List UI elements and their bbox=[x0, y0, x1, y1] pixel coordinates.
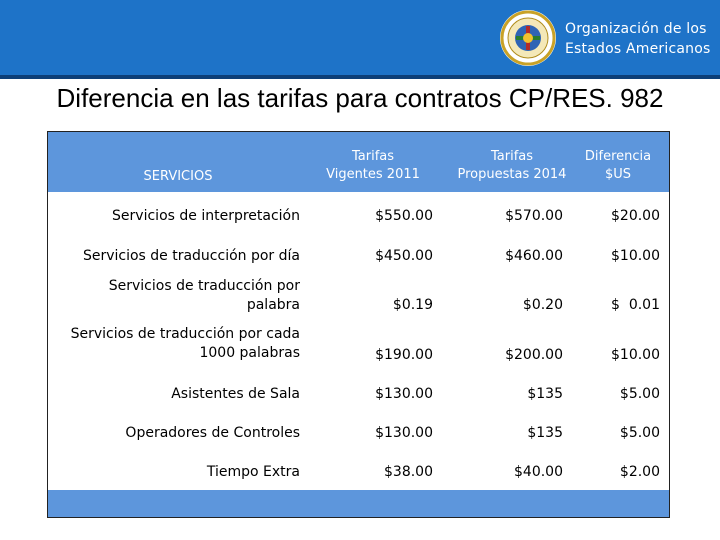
col-header-vigentes bbox=[303, 148, 443, 184]
org-name-line-1: Organización de los bbox=[565, 21, 707, 37]
org-name-line-2: Estados Americanos bbox=[565, 41, 711, 57]
tarifa-propuesta: $135 bbox=[527, 425, 563, 441]
tarifa-vigente: $190.00 bbox=[375, 347, 433, 363]
service-label bbox=[8, 325, 300, 363]
org-name bbox=[565, 19, 711, 59]
diferencia-value: $2.00 bbox=[619, 464, 660, 480]
service-label bbox=[8, 277, 300, 315]
tarifa-propuesta: $135 bbox=[527, 386, 563, 402]
service-label bbox=[8, 207, 300, 226]
diferencia-value: $ 0.01 bbox=[611, 297, 660, 313]
diferencia-value: $20.00 bbox=[611, 208, 660, 224]
diferencia-value: $5.00 bbox=[619, 386, 660, 402]
header-bar bbox=[0, 0, 720, 75]
col-header-servicios: SERVICIOS bbox=[143, 169, 213, 184]
service-label-line: Servicios de traducción por bbox=[108, 278, 300, 294]
service-label bbox=[8, 247, 300, 266]
service-label bbox=[8, 424, 300, 443]
service-label-line: palabra bbox=[246, 297, 300, 313]
service-label-line: Operadores de Controles bbox=[125, 425, 300, 441]
oas-seal-logo bbox=[500, 10, 556, 66]
diferencia-value: $10.00 bbox=[611, 248, 660, 264]
col-header-vigentes-line-1: Tarifas bbox=[351, 149, 395, 164]
tarifa-vigente: $130.00 bbox=[375, 425, 433, 441]
service-label-line: Servicios de traducción por cada bbox=[70, 326, 300, 342]
tarifa-propuesta: $200.00 bbox=[505, 347, 563, 363]
service-label bbox=[8, 463, 300, 482]
tarifa-vigente: $130.00 bbox=[375, 386, 433, 402]
tarifa-propuesta: $0.20 bbox=[522, 297, 563, 313]
diferencia-value: $5.00 bbox=[619, 425, 660, 441]
service-label bbox=[8, 385, 300, 404]
col-header-vigentes-line-2: Vigentes 2011 bbox=[326, 167, 420, 182]
service-label-line: Servicios de traducción por día bbox=[82, 248, 300, 264]
tarifa-propuesta: $570.00 bbox=[505, 208, 563, 224]
tarifa-vigente: $450.00 bbox=[375, 248, 433, 264]
table-footer-row bbox=[48, 490, 669, 517]
page-title: Diferencia en las tarifas para contratos CP/RES. 982 bbox=[56, 83, 664, 113]
col-header-diferencia-line-2: $US bbox=[604, 167, 632, 182]
col-header-propuestas bbox=[442, 148, 582, 184]
col-header-propuestas-line-2: Propuestas 2014 bbox=[457, 167, 567, 182]
tarifa-vigente: $38.00 bbox=[384, 464, 433, 480]
table-header-row bbox=[48, 132, 669, 192]
service-label-line: Asistentes de Sala bbox=[171, 386, 300, 402]
tarifa-vigente: $550.00 bbox=[375, 208, 433, 224]
tarifa-propuesta: $460.00 bbox=[505, 248, 563, 264]
header-divider bbox=[0, 75, 720, 79]
diferencia-value: $10.00 bbox=[611, 347, 660, 363]
col-header-propuestas-line-1: Tarifas bbox=[490, 149, 534, 164]
tarifa-vigente: $0.19 bbox=[392, 297, 433, 313]
col-header-diferencia-line-1: Diferencia bbox=[584, 149, 652, 164]
rates-table bbox=[47, 131, 670, 518]
service-label-line: Servicios de interpretación bbox=[112, 208, 300, 224]
service-label-line: 1000 palabras bbox=[199, 345, 300, 361]
service-label-line: Tiempo Extra bbox=[206, 464, 300, 480]
col-header-diferencia bbox=[568, 148, 668, 184]
tarifa-propuesta: $40.00 bbox=[514, 464, 563, 480]
